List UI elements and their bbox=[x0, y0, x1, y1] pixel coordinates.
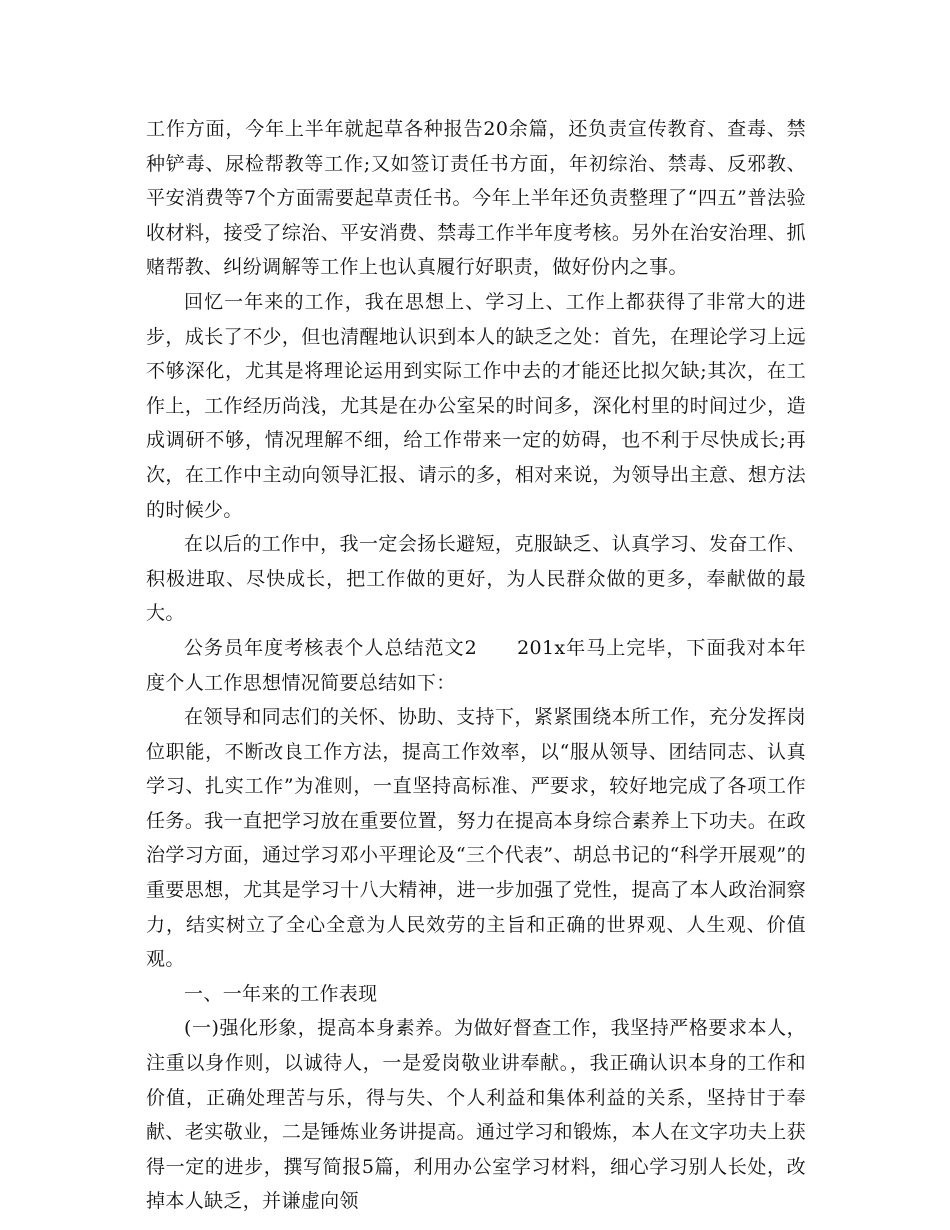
paragraph-support-and-study: 在领导和同志们的关怀、协助、支持下，紧紧围绕本所工作，充分发挥岗位职能，不断改良工作方法，提高工作效率，以“服从领导、团结同志、认真学习、扎实工作”为准则，一直坚持高标准、严要求，较好地完成了各项工作任务。我一直把学习放在重要位置，努力在提高本身综合素养上下功夫。在政治学习方面，通过学习邓小平理论及“三个代表”、胡总书记的“科学开展观”的重要思想，尤其是学习十八大精神，进一步加强了党性，提高了本人政治洞察力，结实树立了全心全意为人民效劳的主旨和正确的世界观、人生观、价值观。 bbox=[146, 706, 806, 971]
section-heading-work-performance: 一、一年来的工作表现 bbox=[184, 982, 378, 1005]
sample-title: 公务员年度考核表个人总结范文2 bbox=[184, 636, 478, 659]
paragraph-strengthen-image: (一)强化形象，提高本身素养。为做好督查工作，我坚持严格要求本人，注重以身作则，以诚待人，一是爱岗敬业讲奉献。，我正确认识本身的工作和价值，正确处理苦与乐，得与失、个人利益和集体利益的关系，坚持甘于奉献、老实敬业，二是锤炼业务讲提高。通过学习和锻炼，本人在文字功夫上获得一定的进步，撰写简报5篇，利用办公室学习材料，细心学习别人长处，改掉本人缺乏，并谦虚向领 bbox=[146, 1017, 806, 1213]
sample-intro: 201x年马上完毕，下面我对本年度个人工作思想情况简要总结如下： bbox=[146, 636, 806, 694]
paragraph-future-plan: 在以后的工作中，我一定会扬长避短，克服缺乏、认真学习、发奋工作、积极进取、尽快成长，把工作做的更好，为人民群众做的更多，奉献做的最大。 bbox=[146, 533, 806, 625]
paragraph-work-duties: 工作方面，今年上半年就起草各种报告20余篇，还负责宣传教育、查毒、禁种铲毒、尿检帮教等工作;又如签订责任书方面，年初综治、禁毒、反邪教、平安消费等7个方面需要起草责任书。今年上半年还负责整理了“四五”普法验收材料，接受了综治、平安消费、禁毒工作半年度考核。另外在治安治理、抓赌帮教、纠纷调解等工作上也认真履行好职责，做好份内之事。 bbox=[146, 118, 806, 279]
paragraph-self-review: 回忆一年来的工作，我在思想上、学习上、工作上都获得了非常大的进步，成长了不少，但也清醒地认识到本人的缺乏之处：首先，在理论学习上远不够深化，尤其是将理论运用到实际工作中去的才能还比拟欠缺;其次，在工作上，工作经历尚浅，尤其是在办公室呆的时间多，深化村里的时间过少，造成调研不够，情况理解不细，给工作带来一定的妨碍，也不利于尽快成长;再次，在工作中主动向领导汇报、请示的多，相对来说，为领导出主意、想方法的时候少。 bbox=[146, 290, 806, 521]
paragraph-section-heading bbox=[146, 631, 806, 700]
document-body bbox=[146, 112, 806, 1219]
